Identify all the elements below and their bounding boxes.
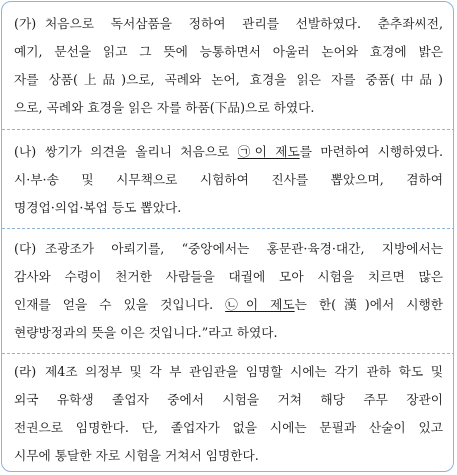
text-line: 예기, 문선을 읽고 그 뜻에 능통하면서 아울러 논어와 효경에 밝은 <box>14 44 443 59</box>
text-segment: 인재를 얻을 수 있을 것입니다. <box>14 297 226 312</box>
item-marker: (나) <box>14 144 37 159</box>
section-divider <box>2 353 454 354</box>
text-line <box>45 138 443 166</box>
text-segment: 를 마련하여 시행하였다. <box>299 144 443 159</box>
text-line: 명경업·의업·복업 등도 뽑았다. <box>14 200 182 215</box>
text-line <box>14 291 443 319</box>
text-line: 조광조가 아뢰기를, “중앙에서는 홍문관·육경·대간, 지방에서는 <box>45 241 443 256</box>
text-line: 전권으로 임명한다. 단, 졸업자가 없을 시에는 문필과 산술이 있고 <box>14 420 443 435</box>
text-line: 자를 상품(上品)으로, 곡례와 논어, 효경을 읽은 자를 중품(中品) <box>14 72 443 87</box>
item-marker: (라) <box>14 364 37 379</box>
text-line: 감사와 수령이 천거한 사람들을 대궐에 모아 시험을 치르면 많은 <box>14 269 443 284</box>
text-line: 시·부·송 및 시무책으로 시험하여 진사를 뽑았으며, 겸하여 <box>14 172 443 187</box>
text-line: 처음으로 독서삼품을 정하여 관리를 선발하였다. 춘추좌씨전, <box>45 16 443 31</box>
underlined-term-1: ㉠이 제도 <box>237 144 300 159</box>
section-divider <box>2 228 454 229</box>
item-marker: (다) <box>14 241 37 256</box>
passage-box <box>1 1 454 472</box>
text-line: 제4조 의정부 및 각 부 관임관을 임명할 시에는 각기 관하 학도 및 <box>45 364 443 379</box>
text-line: 외국 유학생 졸업자 중에서 시험을 거쳐 해당 주무 장관이 <box>14 392 443 407</box>
item-marker: (가) <box>14 16 37 31</box>
section-divider <box>2 129 454 130</box>
text-line: 으로, 곡례와 효경을 읽은 자를 하품(下品)으로 하였다. <box>14 100 315 115</box>
text-segment: 쌍기가 의견을 올리니 처음으로 <box>45 144 238 159</box>
text-line: 현량방정과의 뜻을 이은 것입니다.”라고 하였다. <box>14 325 278 340</box>
text-line: 시무에 통달한 자로 시험을 거쳐서 임명한다. <box>14 448 259 463</box>
text-segment: 는 한(漢)에서 시행한 <box>294 297 443 312</box>
underlined-term-2: ㉡이 제도 <box>225 297 295 312</box>
